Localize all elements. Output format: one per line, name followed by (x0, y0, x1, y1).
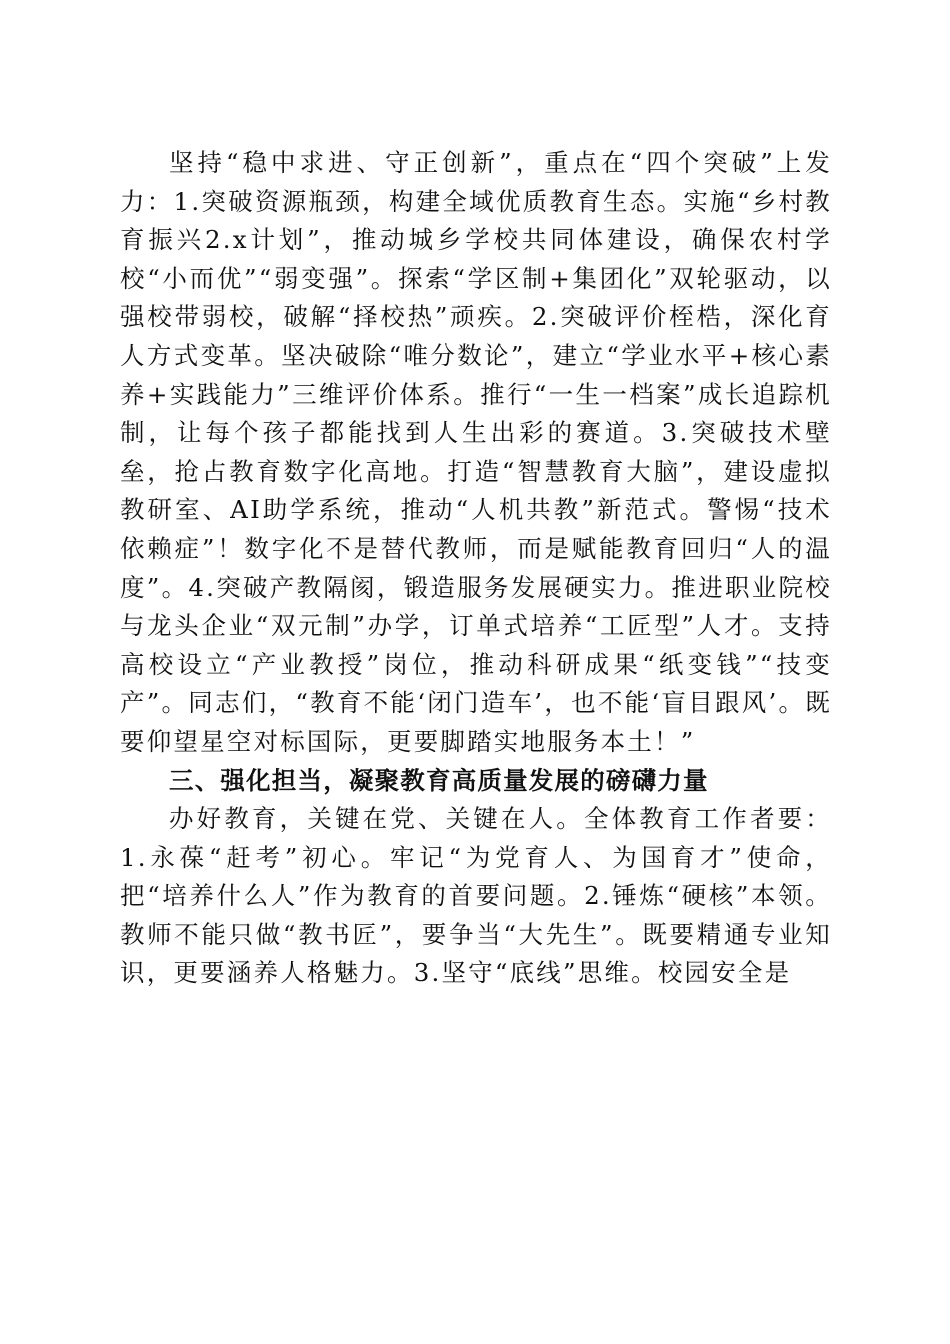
body-paragraph-responsibility: 办好教育，关键在党、关键在人。全体教育工作者要：1.永葆“赶考”初心。牢记“为党育人、为国育才”使命，把“培养什么人”作为教育的首要问题。2.锤炼“硬核”本领。教师不能只做“教书匠”，要争当“大先生”。既要精通专业知识，更要涵养人格魅力。3.坚守“底线”思维。校园安全是 (120, 804, 832, 988)
section-heading: 三、强化担当，凝聚教育高质量发展的磅礴力量 (169, 765, 709, 795)
body-paragraph-four-breakthroughs: 坚持“稳中求进、守正创新”，重点在“四个突破”上发力：1.突破资源瓶颈，构建全域优质教育生态。实施“乡村教育振兴2.x计划”，推动城乡学校共同体建设，确保农村学校“小而优”“弱变强”。探索“学区制+集团化”双轮驱动，以强校带弱校，破解“择校热”顽疾。2.突破评价桎梏，深化育人方式变革。坚决破除“唯分数论”，建立“学业水平+核心素养+实践能力”三维评价体系。推行“一生一档案”成长追踪机制，让每个孩子都能找到人生出彩的赛道。3.突破技术壁垒，抢占教育数字化高地。打造“智慧教育大脑”，建设虚拟教研室、AI助学系统，推动“人机共教”新范式。警惕“技术依赖症”！数字化不是替代教师，而是赋能教育回归“人的温度”。4.突破产教隔阂，锻造服务发展硬实力。推进职业院校与龙头企业“双元制”办学，订单式培养“工匠型”人才。支持高校设立“产业教授”岗位，推动科研成果“纸变钱”“技变产”。同志们，“教育不能‘闭门造车’，也不能‘盲目跟风’。既要仰望星空对标国际，更要脚踏实地服务本土！” (120, 148, 832, 756)
document-body (120, 144, 832, 993)
